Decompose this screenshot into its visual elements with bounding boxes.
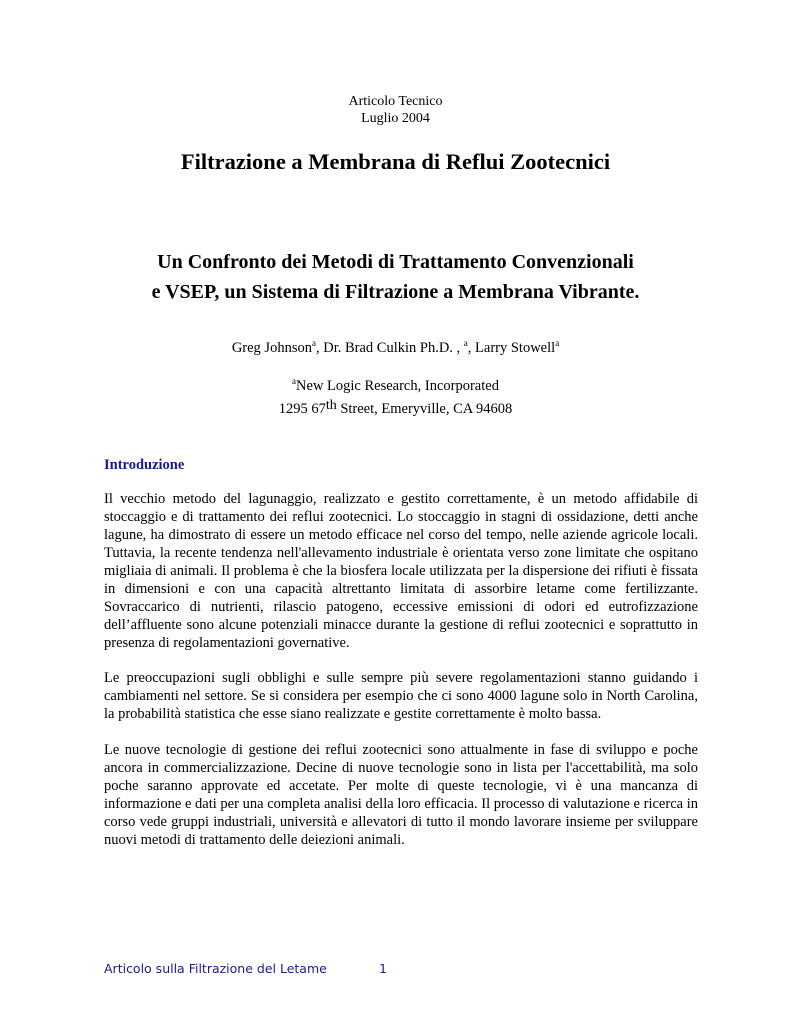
document-subtitle — [0, 247, 791, 307]
author-separator: , — [315, 340, 324, 356]
affiliation-name — [0, 376, 791, 396]
author-name: Dr. Brad Culkin Ph.D. — [323, 340, 453, 356]
address-number: 1295 67 — [278, 401, 326, 417]
body-paragraph: Le nuove tecnologie di gestione dei reflui zootecnici sono attualmente in fase di sviluppo e poche ancora in commercializzazione. Decine di nuove tecnologie sono in lista per l'accettabilità, ma solo poche saranno approvate ed accetate. Per molte di queste tecnologie, vi è una mancanza di informazione e dati per una completa analisi della loro efficacia. Il processo di valutazione e ricerca in corso vede gruppi industriali, università e allevatori di tutto il mondo lavorare insieme per sviluppare nuovi metodi di trattamento delle deiezioni animali. — [104, 742, 698, 848]
subtitle-line-2: e VSEP, un Sistema di Filtrazione a Membrana Vibrante. — [151, 281, 640, 303]
body-paragraph: Le preoccupazioni sugli obblighi e sulle sempre più severe regolamentazioni stanno guidando i cambiamenti nel settore. Se si considera per esempio che ci sono 4000 lagune solo in North Carolina, la probabilità statistica che esse siano realizzate e gestite correttamente è molto bassa. — [104, 670, 698, 722]
article-date: Luglio 2004 — [361, 111, 430, 126]
body-paragraph: Il vecchio metodo del lagunaggio, realizzato e gestito correttamente, è un metodo affidabile di stoccaggio e di trattamento dei reflui zootecnici. Lo stoccaggio in stagni di ossidazione, detti anche lagune, ha dimostrato di essere un metodo efficace nel corso del tempo, nelle aziende agricole locali. Tuttavia, la recente tendenza nell'allevamento industriale è orientata verso zone limitate che ospitano migliaia di animali. Il problema è che la biosfera locale utilizzata per la dispersione dei rifiuti è fissata in dimensioni e con una capacità altrettanto limitata di assorbire letame come fertilizzante. Sovraccarico di nutrienti, rilascio patogeno, eccessive emissioni di odori ed eutrofizzazione dell’affluente sono alcune potenziali minacce durante la gestione di reflui zootecnici e soprattutto in presenza di regolamentazioni governative. — [104, 491, 698, 651]
author-separator: , — [452, 340, 464, 356]
address-ordinal: th — [325, 398, 337, 413]
affiliation-mark: a — [463, 338, 468, 348]
document-title: Filtrazione a Membrana di Reflui Zootecnici — [180, 149, 611, 174]
author-name: Larry Stowell — [475, 340, 556, 356]
author-list — [0, 338, 791, 358]
footer-text: Articolo sulla Filtrazione del Letame — [104, 961, 327, 976]
subtitle-line-1: Un Confronto dei Metodi di Trattamento Convenzionali — [157, 251, 634, 273]
affiliation-text: New Logic Research, Incorporated — [296, 378, 499, 394]
affiliation-address — [0, 399, 791, 419]
address-rest: Street, Emeryville, CA 94608 — [336, 401, 513, 417]
article-kind: Articolo Tecnico — [348, 94, 443, 109]
affiliation-mark: a — [292, 376, 297, 386]
author-name: Greg Johnson — [231, 340, 312, 356]
affiliation-mark: a — [311, 338, 316, 348]
section-heading: Introduzione — [104, 457, 185, 473]
page-number: 1 — [379, 961, 387, 976]
author-separator: , — [467, 340, 476, 356]
affiliation-mark: a — [555, 338, 560, 348]
